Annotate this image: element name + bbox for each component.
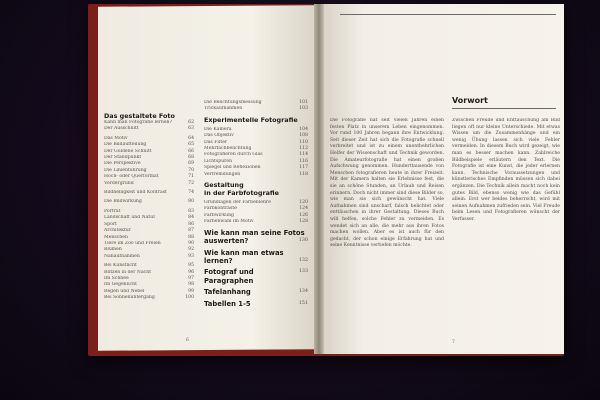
toc-entry-title: Grundlagen der Farbenlehre	[204, 200, 271, 206]
toc-page-number: 130	[298, 238, 308, 244]
toc-entry-title: Bei Sonnenuntergang	[104, 295, 155, 301]
toc-page-number: 84	[188, 215, 194, 221]
toc-page-number: 114	[299, 152, 308, 158]
toc-chapter-title: Tafelanhang	[204, 288, 251, 297]
toc-chapter-heading	[204, 229, 308, 237]
toc-entry-title: Das Filter	[204, 139, 228, 145]
toc-entry-title: Die Linienführung	[104, 167, 147, 173]
toc-page-number: 120	[299, 200, 308, 206]
toc-page-number: 87	[188, 228, 194, 234]
toc-page-number: 80	[188, 199, 194, 205]
toc-entry-title: Verfremdungen	[204, 171, 241, 177]
toc-entry-title: Farbenwahl im Motiv	[204, 219, 254, 225]
toc-entry-title: Bei Kunstlicht	[104, 263, 137, 269]
toc-page-number: 133	[298, 269, 308, 275]
toc-page-number: 112	[299, 146, 308, 152]
toc-page-number: 116	[299, 158, 308, 164]
toc-entry-title: Trickaufnahmen	[204, 106, 243, 112]
toc-entry-title: Mehrfachbelichtung	[204, 146, 252, 152]
toc-page-number: 103	[299, 106, 308, 112]
toc-entry-title: Menschen	[104, 234, 128, 240]
toc-page-number: 66	[188, 148, 194, 154]
toc-entry-title: Blumen	[104, 247, 122, 253]
toc-page-number: 126	[299, 212, 308, 218]
right-page-number: 7	[452, 340, 455, 345]
toc-page-number: 95	[188, 263, 194, 269]
toc-chapter-title: Wie kann man etwas	[204, 248, 284, 257]
toc-page-number: 134	[298, 289, 308, 295]
toc-page-number: 132	[298, 257, 308, 263]
foreword-text-column-a: Die Fotografie hat seit vielen Jahren einen festen Platz in unserem Leben eingenommen. Vor rund 100 Jahren begann ihre Entwicklung. Seit dieser Zeit hat sich die Fotografie schnell verbreitet und ist zu einem unentbehrlichen Helfer der Wissenschaft und Technik geworden. Die Amateurfotografie hat einen großen Aufschwung genommen. Hunderttausende von Menschen fotografieren heute in ihrer Freizeit. Mit der Kamera halten sie Erlebnisse fest, die sie an schöne Stunden, an Urlaub und Reisen erinnern. Doch nicht immer sind diese Bilder so, wie man sie sich gewünscht hat. Viele Aufnahmen sind unscharf, falsch belichtet oder enttäuschen in ihrer Gestaltung. Dieses Buch will helfen, solche Fehler zu vermeiden. Es wendet sich an alle, die mehr aus ihren Fotos machen wollen. Aber es ist auch für den gedacht, der schon einige Erfahrung hat und seine Kenntnisse vertiefen möchte.	[330, 118, 444, 249]
toc-entry-title: Der Standpunkt	[104, 155, 142, 161]
toc-page-number: 83	[188, 208, 194, 214]
toc-chapter-title: auswerten?	[204, 237, 249, 246]
toc-chapter-heading	[204, 237, 308, 245]
toc-entry-title: Das Objektiv	[204, 133, 234, 139]
toc-page-number: 110	[299, 139, 308, 145]
toc-page-number: 74	[188, 190, 194, 196]
toc-section-heading: in der Farbfotografie	[204, 189, 280, 198]
toc-entry-title: Der Goldene Schnitt	[104, 148, 152, 154]
title-rule	[452, 108, 556, 109]
toc-chapter-heading	[204, 268, 308, 285]
toc-entry-title: Kann man Fotografie lernen?	[104, 120, 172, 125]
toc-section-heading: Das gestaltete Foto	[104, 112, 175, 120]
toc-chapter-heading	[204, 300, 308, 308]
toc-entry-title: Im Gegenlicht	[104, 282, 137, 288]
toc-entry-title: Die Bildaufteilung	[104, 142, 147, 148]
toc-entry-title: Fotografieren durch Glas	[204, 152, 263, 158]
toc-page-number: 99	[188, 288, 194, 294]
toc-entry-title: Architektur	[104, 228, 131, 234]
toc-page-number: 71	[188, 174, 194, 180]
foreword-title: Vorwort	[452, 96, 488, 105]
left-page-number: 6	[186, 338, 189, 343]
toc-entry-title: Vordergrund	[104, 180, 134, 186]
toc-page-number: 128	[299, 219, 308, 225]
toc-page-number: 68	[188, 155, 194, 161]
toc-page-number: 100	[185, 295, 194, 301]
foreword-text-column-b: Zwischen Freude und Enttäuschung am Bild liegen oft nur kleine Unterschiede. Mit etwas Wissen um die Zusammenhänge und ein wenig Übung lassen sich viele Fehler vermeiden. In diesem Buch wird gezeigt, wie man es besser machen kann. Zahlreiche Bildbeispiele erläutern den Text. Die Fotografie ist eine Kunst, die jeder erlernen kann. Technische Voraussetzungen und künstlerisches Empfinden müssen sich dabei ergänzen. Die Technik allein macht noch kein gutes Bild, ebenso wenig wie das Gefühl allein. Erst wer beides beherrscht, wird mit seinen Aufnahmen zufrieden sein. Viel Freude beim Lesen und Fotografieren wünscht der Verfasser.	[452, 118, 560, 222]
toc-entry-title: Farbkontraste	[204, 206, 237, 212]
toc-page-number	[305, 249, 308, 257]
toc-chapter-title: Fotograf und Paragraphen	[204, 268, 254, 285]
toc-page-number: 62	[188, 120, 194, 125]
contents-column-1	[104, 112, 194, 302]
toc-entry-title: Blitzen in der Nacht	[104, 269, 152, 275]
toc-entry-title: Hoch- oder Querformat	[104, 174, 159, 180]
toc-entry-title: Tiere im Zoo und Freien	[104, 240, 161, 246]
toc-page-number: 108	[299, 133, 308, 139]
toc-entry-title: Spiegel und Reflexionen	[204, 165, 261, 171]
toc-entry-title: Bildhelligkeit und Kontrast	[104, 190, 167, 196]
header-rule	[340, 14, 556, 15]
toc-page-number: 93	[188, 253, 194, 259]
toc-page-number: 63	[188, 126, 194, 132]
toc-entry-title: Die Perspektive	[104, 161, 141, 167]
toc-page-number: 151	[298, 300, 308, 306]
toc-page-number: 117	[299, 165, 308, 171]
toc-page-number: 92	[188, 247, 194, 253]
toc-page-number: 124	[299, 206, 308, 212]
toc-entry-title: Landschaft und Natur	[104, 215, 156, 221]
toc-page-number: 86	[188, 221, 194, 227]
toc-page-number: 69	[188, 161, 194, 167]
toc-entry-title: Die Kamera	[204, 126, 232, 132]
toc-chapter-title: Tabellen 1-5	[204, 299, 251, 308]
toc-chapter-heading	[204, 257, 308, 265]
toc-chapter-title: Wie kann man seine Fotos	[204, 228, 305, 237]
toc-page-number: 90	[188, 240, 194, 246]
toc-page-number: 72	[188, 180, 194, 186]
toc-page-number: 98	[188, 282, 194, 288]
toc-page-number: 101	[299, 100, 308, 105]
toc-entry-title: Nahaufnahmen	[104, 253, 140, 259]
book-gutter	[314, 4, 324, 354]
toc-entry-title: Porträt	[104, 208, 121, 214]
toc-page-number: 70	[188, 167, 194, 173]
toc-chapter-heading	[204, 288, 308, 296]
toc-section-heading: Experimentelle Fotografie	[204, 115, 298, 124]
toc-entry-title: Lichtspuren	[204, 158, 233, 164]
toc-entry-title: Die Bildwirkung	[104, 199, 142, 205]
toc-page-number: 64	[188, 135, 194, 141]
toc-chapter-title: lernen?	[204, 256, 233, 265]
toc-page-number	[305, 229, 308, 237]
toc-entry-title: Farbwirkung	[204, 212, 234, 218]
toc-entry-title: Regen und Nebel	[104, 288, 145, 294]
toc-chapter-heading	[204, 249, 308, 257]
toc-page-number: 118	[299, 171, 308, 177]
toc-entry-title: Der Ausschnitt	[104, 126, 139, 132]
toc-page-number: 88	[188, 234, 194, 240]
toc-entry-title: Im Schnee	[104, 275, 129, 281]
toc-entry-title: Sport	[104, 221, 117, 227]
toc-page-number: 65	[188, 142, 194, 148]
toc-section-heading: Gestaltung	[204, 181, 244, 190]
toc-page-number: 104	[299, 126, 308, 132]
toc-entry-title: Das Motiv	[104, 135, 128, 141]
contents-column-2	[204, 100, 308, 308]
toc-page-number: 97	[188, 275, 194, 281]
toc-entry	[104, 295, 194, 301]
toc-page-number: 96	[188, 269, 194, 275]
toc-entry-title: Die Belichtungsmessung	[204, 100, 262, 105]
